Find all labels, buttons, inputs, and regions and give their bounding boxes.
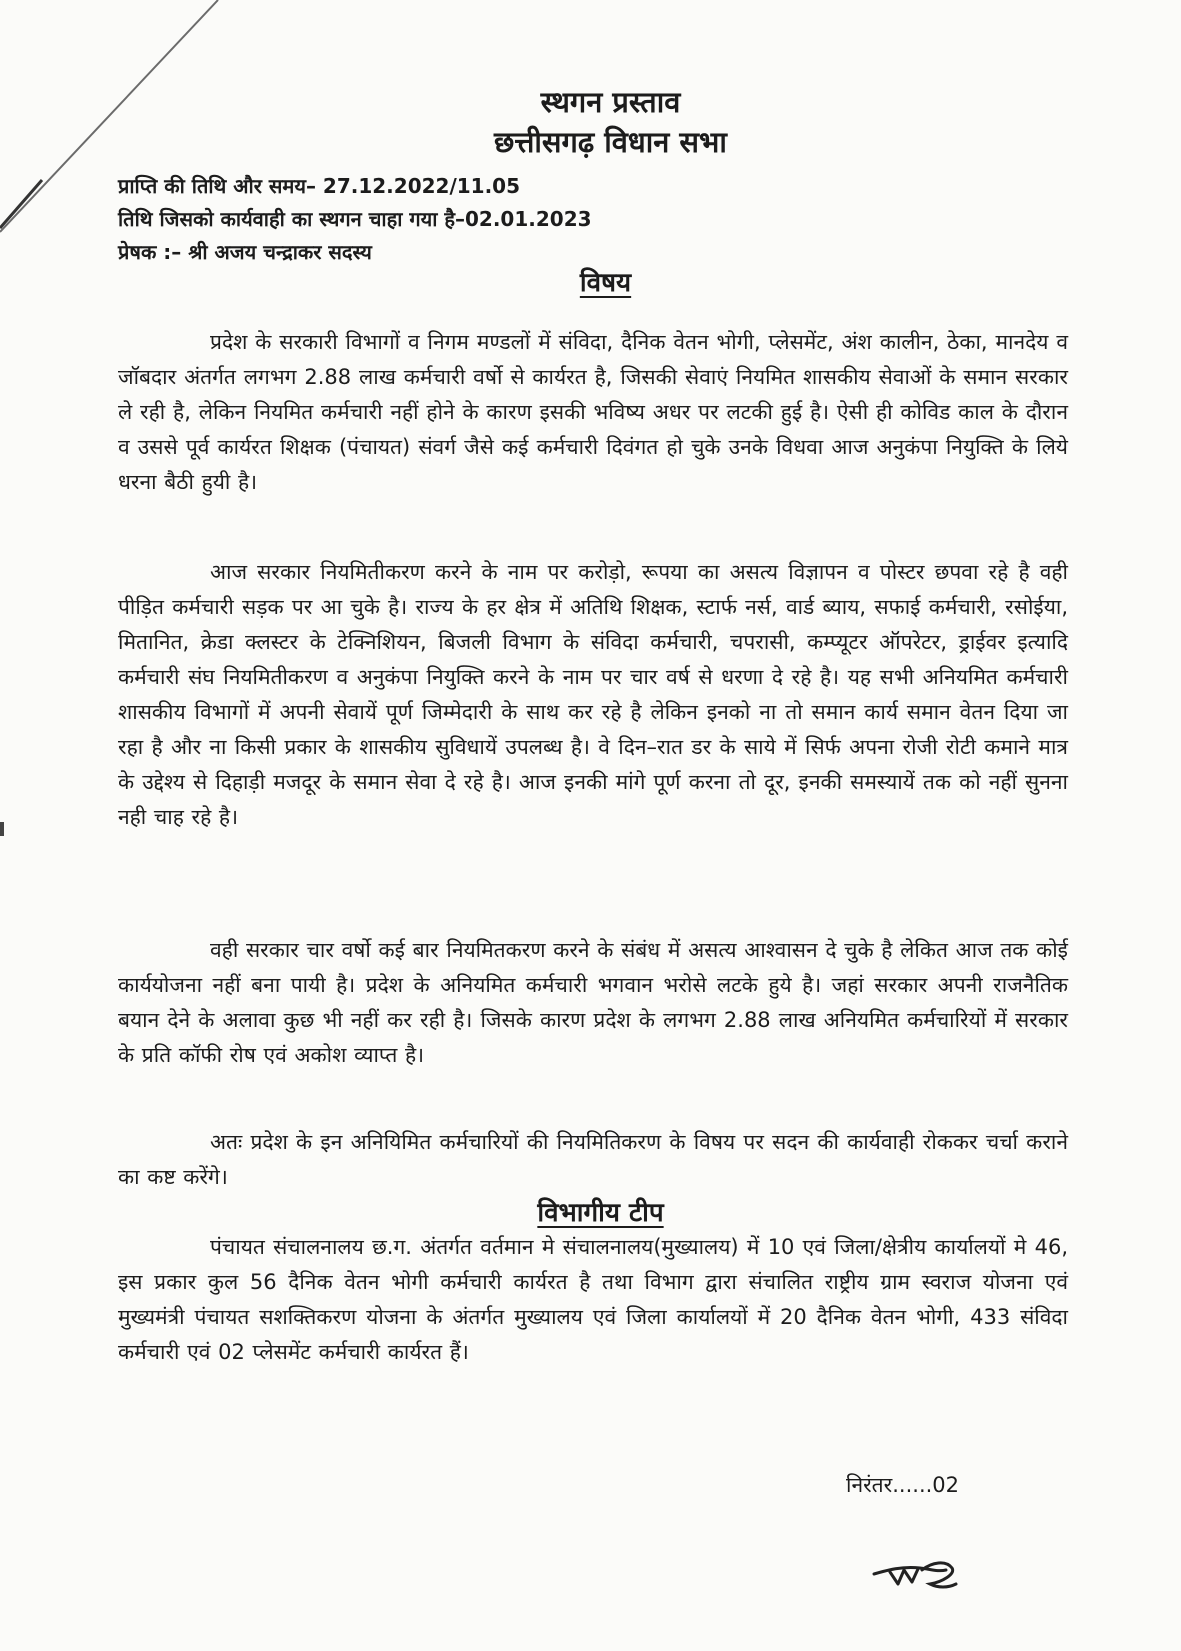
received-date-time: प्राप्ति की तिथि और समय– 27.12.2022/11.05 [118,174,521,198]
signature-icon [868,1548,968,1608]
subject-paragraph-4: अतः प्रदेश के इन अनियिमित कर्मचारियों की नियमितिकरण के विषय पर सदन की कार्यवाही रोककर चर्चा कराने का कष्ट करेंगे। [118,1130,1068,1189]
subject-heading-text: विषय [579,268,632,298]
margin-mark [0,822,4,836]
subject-paragraph-1: प्रदेश के सरकारी विभागों व निगम मण्डलों में संविदा, दैनिक वेतन भोगी, प्लेसमेंट, अंश कालीन, ठेका, मानदेय व जॉबदार अंतर्गत लगभग 2.88 लाख कर्मचारी वर्षो से कार्यरत है, जिसकी सेवाएं नियमित शासकीय सेवाओं के समान सरकार ले रही है, लेकिन नियमित कर्मचारी नहीं होने के कारण इसकी भविष्य अधर पर लटकी हुई है। ऐसी ही कोविड काल के दौरान व उससे पूर्व कार्यरत शिक्षक (पंचायत) संवर्ग जैसे कई कर्मचारी दिवंगत हो चुके उनके विधवा आज अनुकंपा नियुक्ति के लिये धरना बैठी हुयी है। [118,330,1068,494]
departmental-note-paragraph: पंचायत संचालनालय छ.ग. अंतर्गत वर्तमान मे संचालनालय(मुख्यालय) में 10 एवं जिला/क्षेत्रीय कार्यालयों मे 46, इस प्रकार कुल 56 दैनिक वेतन भोगी कर्मचारी कार्यरत है तथा विभाग द्वारा संचालित राष्ट्रीय ग्राम स्वराज योजना एवं मुख्यमंत्री पंचायत सशक्तिकरण योजना के अंतर्गत मुख्यालय एवं जिला कार्यालयों में 20 दैनिक वेतन भोगी, 433 संविदा कर्मचारी एवं 02 प्लेसमेंट कर्मचारी कार्यरत हैं। [118,1235,1068,1364]
subject-paragraph-2: आज सरकार नियमितीकरण करने के नाम पर करोड़ो, रूपया का असत्य विज्ञापन व पोस्टर छपवा रहे है वही पीड़ित कर्मचारी सड़क पर आ चुके है। राज्य के हर क्षेत्र में अतिथि शिक्षक, स्टार्फ नर्स, वार्ड ब्याय, सफाई कर्मचारी, रसोईया, मितानित, क्रेडा क्लस्टर के टेक्निशियन, बिजली विभाग के संविदा कर्मचारी, चपरासी, कम्प्यूटर ऑपरेटर, ड्राईवर इत्यादि कर्मचारी संघ नियमितीकरण व अनुकंपा नियुक्ति करने के नाम पर चार वर्ष से धरणा दे रहे है। यह सभी अनियमित कर्मचारी शासकीय विभागों में अपनी सेवायें पूर्ण जिम्मेदारी के साथ कर रहे है लेकिन इनको ना तो समान कार्य समान वेतन दिया जा रहा है और ना किसी प्रकार के शासकीय सुविधायें उपलब्ध है। वे दिन–रात डर के साये में सिर्फ अपना रोजी रोटी कमाने मात्र के उद्देश्य से दिहाड़ी मजदूर के समान सेवा दे रहे है। आज इनकी मांगे पूर्ण करना तो दूर, इनकी समस्यायें तक को नहीं सुनना नही चाह रहे है। [118,560,1068,829]
sender: प्रेषक :– श्री अजय चन्द्राकर सदस्य [118,240,372,264]
adjournment-date: तिथि जिसको कार्यवाही का स्थगन चाहा गया है–02.01.2023 [118,207,592,231]
subject-heading [0,265,1181,301]
subject-paragraph-3: वही सरकार चार वर्षो कई बार नियमितकरण करने के संबंध में असत्य आश्वासन दे चुके है लेकित आज तक कोई कार्ययोजना नहीं बना पायी है। प्रदेश के अनियमित कर्मचारी भगवान भरोसे लटके हुये है। जहां सरकार अपनी राजनैतिक बयान देने के अलावा कुछ भी नहीं कर रही है। जिसके कारण प्रदेश के लगभग 2.88 लाख अनियमित कर्मचारियों में सरकार के प्रति कॉफी रोष एवं अकोश व्याप्त है। [118,938,1068,1067]
departmental-note-heading-text: विभागीय टीप [537,1198,664,1228]
continued-marker: निरंतर......02 [846,1473,960,1497]
assembly-name: छत्तीसगढ़ विधान सभा [494,125,727,159]
document-title: स्थगन प्रस्ताव [540,85,681,119]
departmental-note-heading [0,1195,1181,1231]
